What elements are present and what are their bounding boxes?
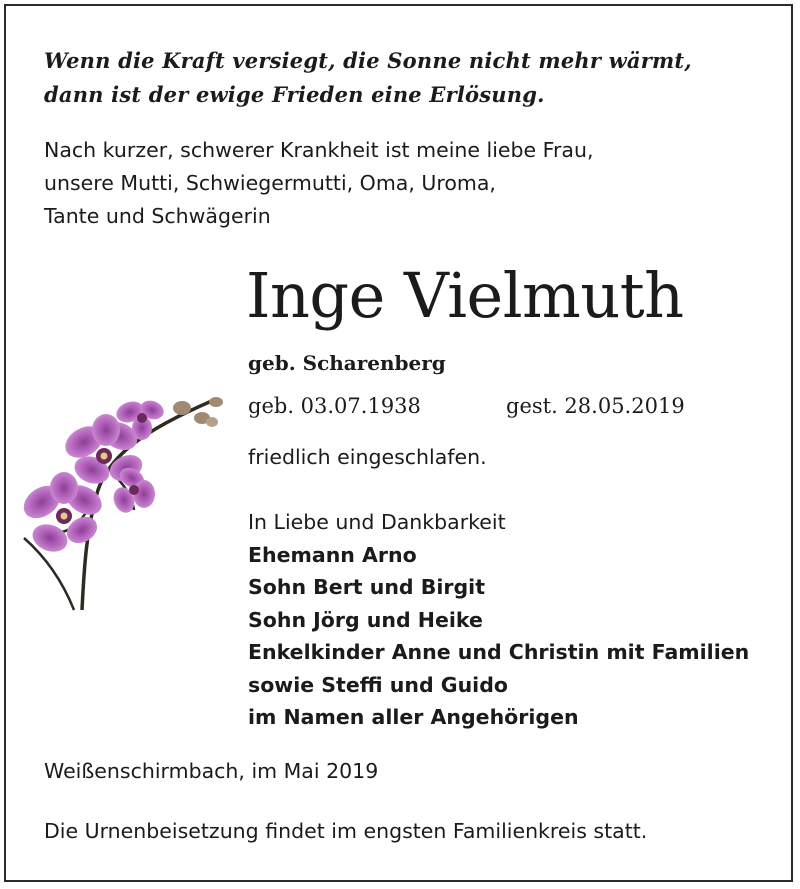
life-dates	[248, 390, 685, 422]
mourner-line: Sohn Jörg und Heike	[248, 607, 483, 632]
maiden-name: geb. Scharenberg	[248, 351, 446, 375]
intro-line: Tante und Schwägerin	[44, 204, 271, 228]
burial-note: Die Urnenbeisetzung findet im engsten Familienkreis statt.	[44, 819, 648, 843]
motto-quote	[44, 44, 692, 112]
mourner-line: Sohn Bert und Birgit	[248, 575, 486, 599]
mourner-line: Ehemann Arno	[248, 542, 417, 567]
mourner-line: im Namen aller Angehörigen	[248, 705, 579, 729]
motto-line: dann ist der ewige Frieden eine Erlösung.	[44, 82, 545, 107]
intro-line: unsere Mutti, Schwiegermutti, Oma, Uroma,	[44, 171, 496, 195]
death-date: gest. 28.05.2019	[506, 394, 685, 418]
mourner-line: Enkelkinder Anne und Christin mit Familien	[248, 640, 750, 664]
mourner-line: sowie Steffi und Guido	[248, 672, 508, 697]
orchid-image	[14, 370, 236, 612]
birth-date: geb. 03.07.1938	[248, 394, 421, 418]
mourners-lead: In Liebe und Dankbarkeit	[248, 510, 506, 534]
deceased-name: Inge Vielmuth	[246, 259, 684, 332]
mourners-list	[248, 506, 749, 734]
motto-line: Wenn die Kraft versiegt, die Sonne nicht mehr wärmt,	[44, 48, 692, 73]
peaceful-text: friedlich eingeschlafen.	[248, 445, 487, 469]
intro-line: Nach kurzer, schwerer Krankheit ist meine liebe Frau,	[44, 138, 594, 162]
place-and-date: Weißenschirmbach, im Mai 2019	[44, 759, 379, 783]
intro-text	[44, 134, 593, 233]
